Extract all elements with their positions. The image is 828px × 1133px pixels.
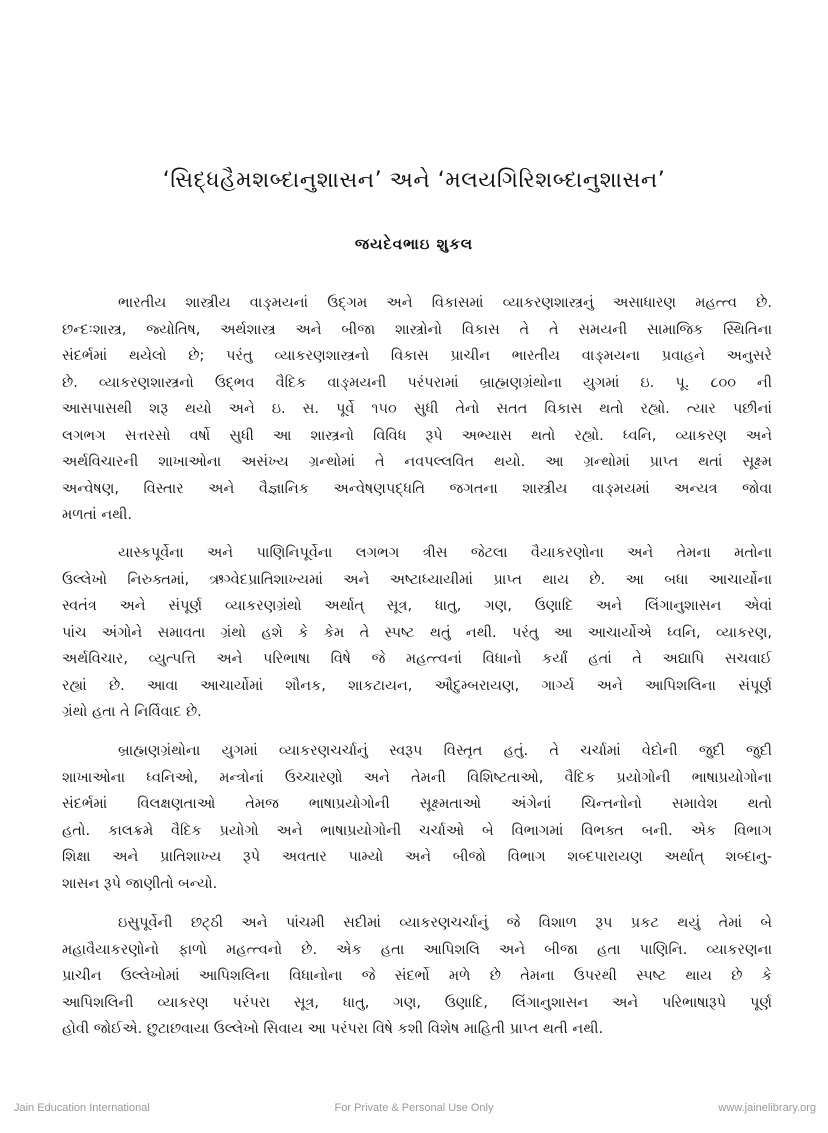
text-line: પ્રાચીન ઉલ્લેખોમાં આપિશલિના વિધાનોના જે સંદર્ભો મળે છે તેમના ઉપરથી સ્પષ્ટ થાય છે કે bbox=[62, 968, 772, 984]
author-name: જયદેવભાઇ શુકલ bbox=[354, 235, 474, 253]
text-line: આપિશલિની વ્યાકરણ પરંપરા સૂત્ર, ધાતુ, ગણ, ઉણાદિ, લિંગાનુશાસન અને પરિભાષારૂપે પૂર્ણ bbox=[62, 994, 772, 1011]
footer-publisher: Jain Education International bbox=[14, 1102, 150, 1114]
text-line: ઇસુપૂર્વેની છટ્ઠી અને પાંચમી સદીમાં વ્યાકરણચર્ચાનું જે વિશાળ રૂપ પ્રકટ થયું તેમાં બે bbox=[118, 915, 772, 931]
text-line: ઉલ્લેખો નિરુક્તમાં, ઋગ્વેદપ્રાતિશાખ્યમાં અને અષ્ટાધ્યાયીમાં પ્રાપ્ત થાય છે. આ બધા આચાર્યોના bbox=[62, 571, 772, 588]
paragraph-4 bbox=[62, 910, 772, 1043]
text-line: અન્વેષણ, વિસ્તાર અને વૈજ્ઞાનિક અન્વેષણપદ્ધતિ જગતના શાસ્ત્રીય વાઙ્મયમાં અન્યત્ર જોવા bbox=[62, 480, 772, 497]
text-line: રહ્યાં છે. આવા આચાર્યોમાં શૌનક, શાકટાયન, ઔદુમ્બરાયણ, ગાર્ગ્ય અને આપિશલિના સંપૂર્ણ bbox=[62, 677, 772, 694]
text-line: છન્દઃશાસ્ત્ર, જ્યોતિષ, અર્થશાસ્ત્ર અને બીજા શાસ્ત્રોનો વિકાસ તે તે સમયની સામાજિક સ્થિતિના bbox=[62, 321, 772, 338]
text-line: શાસન રૂપે જાણીતો બન્યો. bbox=[62, 875, 218, 892]
footer-usage-notice: For Private & Personal Use Only bbox=[334, 1102, 494, 1114]
paragraph-3 bbox=[62, 738, 772, 897]
text-line: સંદર્ભમાં વિલક્ષણતાઓ તેમજ ભાષાપ્રયોગોની સૂક્ષ્મતાઓ અંગેનાં ચિન્તનોનો સમાવેશ થતો bbox=[62, 796, 772, 812]
text-line: ગ્રંથો હતા તે નિર્વિવાદ છે. bbox=[62, 704, 202, 720]
text-line: અર્થવિચારની શાખાઓના અસંખ્ય ગ્રન્થોમાં તે નવપલ્લવિત થયો. આ ગ્રન્થોમાં પ્રાપ્ત થતાં સૂક્ષ્મ bbox=[62, 454, 772, 470]
text-line: અર્થવિચાર, વ્યુત્પત્તિ અને પરિભાષા વિષે જે મહત્ત્વનાં વિધાનો કર્યાં હતાં તે અદ્યાપિ સચવાઈ bbox=[62, 651, 772, 667]
text-line: મળતાં નથી. bbox=[62, 507, 133, 523]
text-line: હતો. કાલક્રમે વૈદિક પ્રયોગો અને ભાષાપ્રયોગોની ચર્ચાઓ બે વિભાગમાં વિભક્ત બની. એક વિભાગ bbox=[62, 822, 772, 839]
footer-website-link[interactable]: www.jainelibrary.org bbox=[718, 1102, 816, 1114]
text-line: સ્વતંત્ર અને સંપૂર્ણ વ્યાકરણગ્રંથો અર્થાત્ સૂત્ર, ધાતુ, ગણ, ઉણાદિ અને લિંગાનુશાસન એવાં bbox=[62, 598, 772, 614]
text-line: શાખાઓના ધ્વનિઓ, મન્ત્રોનાં ઉચ્ચારણો અને તેમની વિશિષ્ટતાઓ, વૈદિક પ્રયોગોની ભાષાપ્રયોગોના bbox=[62, 769, 772, 786]
text-line: લગભગ સત્તરસો વર્ષો સુધી આ શાસ્ત્રનો વિવિધ રૂપે અભ્યાસ થતો રહ્યો. ધ્વનિ, વ્યાકરણ અને bbox=[62, 427, 772, 444]
text-line: મહાવૈયાકરણોનો ફાળો મહત્ત્વનો છે. એક હતા આપિશલિ અને બીજા હતા પાણિનિ. વ્યાકરણના bbox=[62, 941, 772, 958]
text-line: હોવી જોઈએ. છુટાછવાયા ઉલ્લેખો સિવાય આ પરંપરા વિષે કશી વિશેષ માહિતી પ્રાપ્ત થતી નથી. bbox=[62, 1021, 604, 1037]
article-title: ‘સિદ્ધહૈમશબ્દાનુશાસન’ અને ‘મલયગિરિશબ્દાનુશાસન’ bbox=[162, 168, 666, 193]
text-line: બ્રાહ્મણગ્રંથોના યુગમાં વ્યાકરણચર્ચાનું સ્વરૂપ વિસ્તૃત હતું. તે ચર્ચામાં વેદોની જુદી જુદી bbox=[118, 743, 772, 759]
text-line: છે. વ્યાકરણશાસ્ત્રનો ઉદ્ભવ વૈદિક વાઙ્મયની પરંપરામાં બ્રાહ્મણગ્રંથોના યુગમાં ઇ. પૂ. ૮૦૦ ની bbox=[62, 374, 772, 391]
paragraph-1 bbox=[62, 290, 772, 529]
text-line: આસપાસથી શરૂ થયો અને ઇ. સ. પૂર્વે ૧૫૦ સુધી તેનો સતત વિકાસ થતો રહ્યો. ત્યાર પછીનાં bbox=[62, 401, 772, 417]
text-line: પાંચ અંગોને સમાવતા ગ્રંથો હશે કે કેમ તે સ્પષ્ટ થતું નથી. પરંતુ આ આચાર્યોએ ધ્વનિ, વ્યાકરણ, bbox=[62, 624, 772, 641]
text-line: યાસ્કપૂર્વેના અને પાણિનિપૂર્વેના લગભગ ત્રીસ જેટલા વૈયાકરણોના અને તેમના મતોના bbox=[118, 545, 772, 561]
text-line: ભારતીય શાસ્ત્રીય વાઙ્મયનાં ઉદ્ગમ અને વિકાસમાં વ્યાકરણશાસ્ત્રનું અસાધારણ મહત્ત્વ છે. bbox=[118, 295, 772, 311]
text-line: સંદર્ભમાં થયેલો છે; પરંતુ વ્યાકરણશાસ્ત્રનો વિકાસ પ્રાચીન ભારતીય વાઙ્મયના પ્રવાહને અનુસરે bbox=[62, 348, 772, 364]
text-line: શિક્ષા અને પ્રાતિશાખ્ય રૂપે અવતાર પામ્યો અને બીજો વિભાગ શબ્દપારાયણ અર્થાત્ શબ્દાનુ- bbox=[62, 849, 772, 865]
paragraph-2 bbox=[62, 540, 772, 726]
